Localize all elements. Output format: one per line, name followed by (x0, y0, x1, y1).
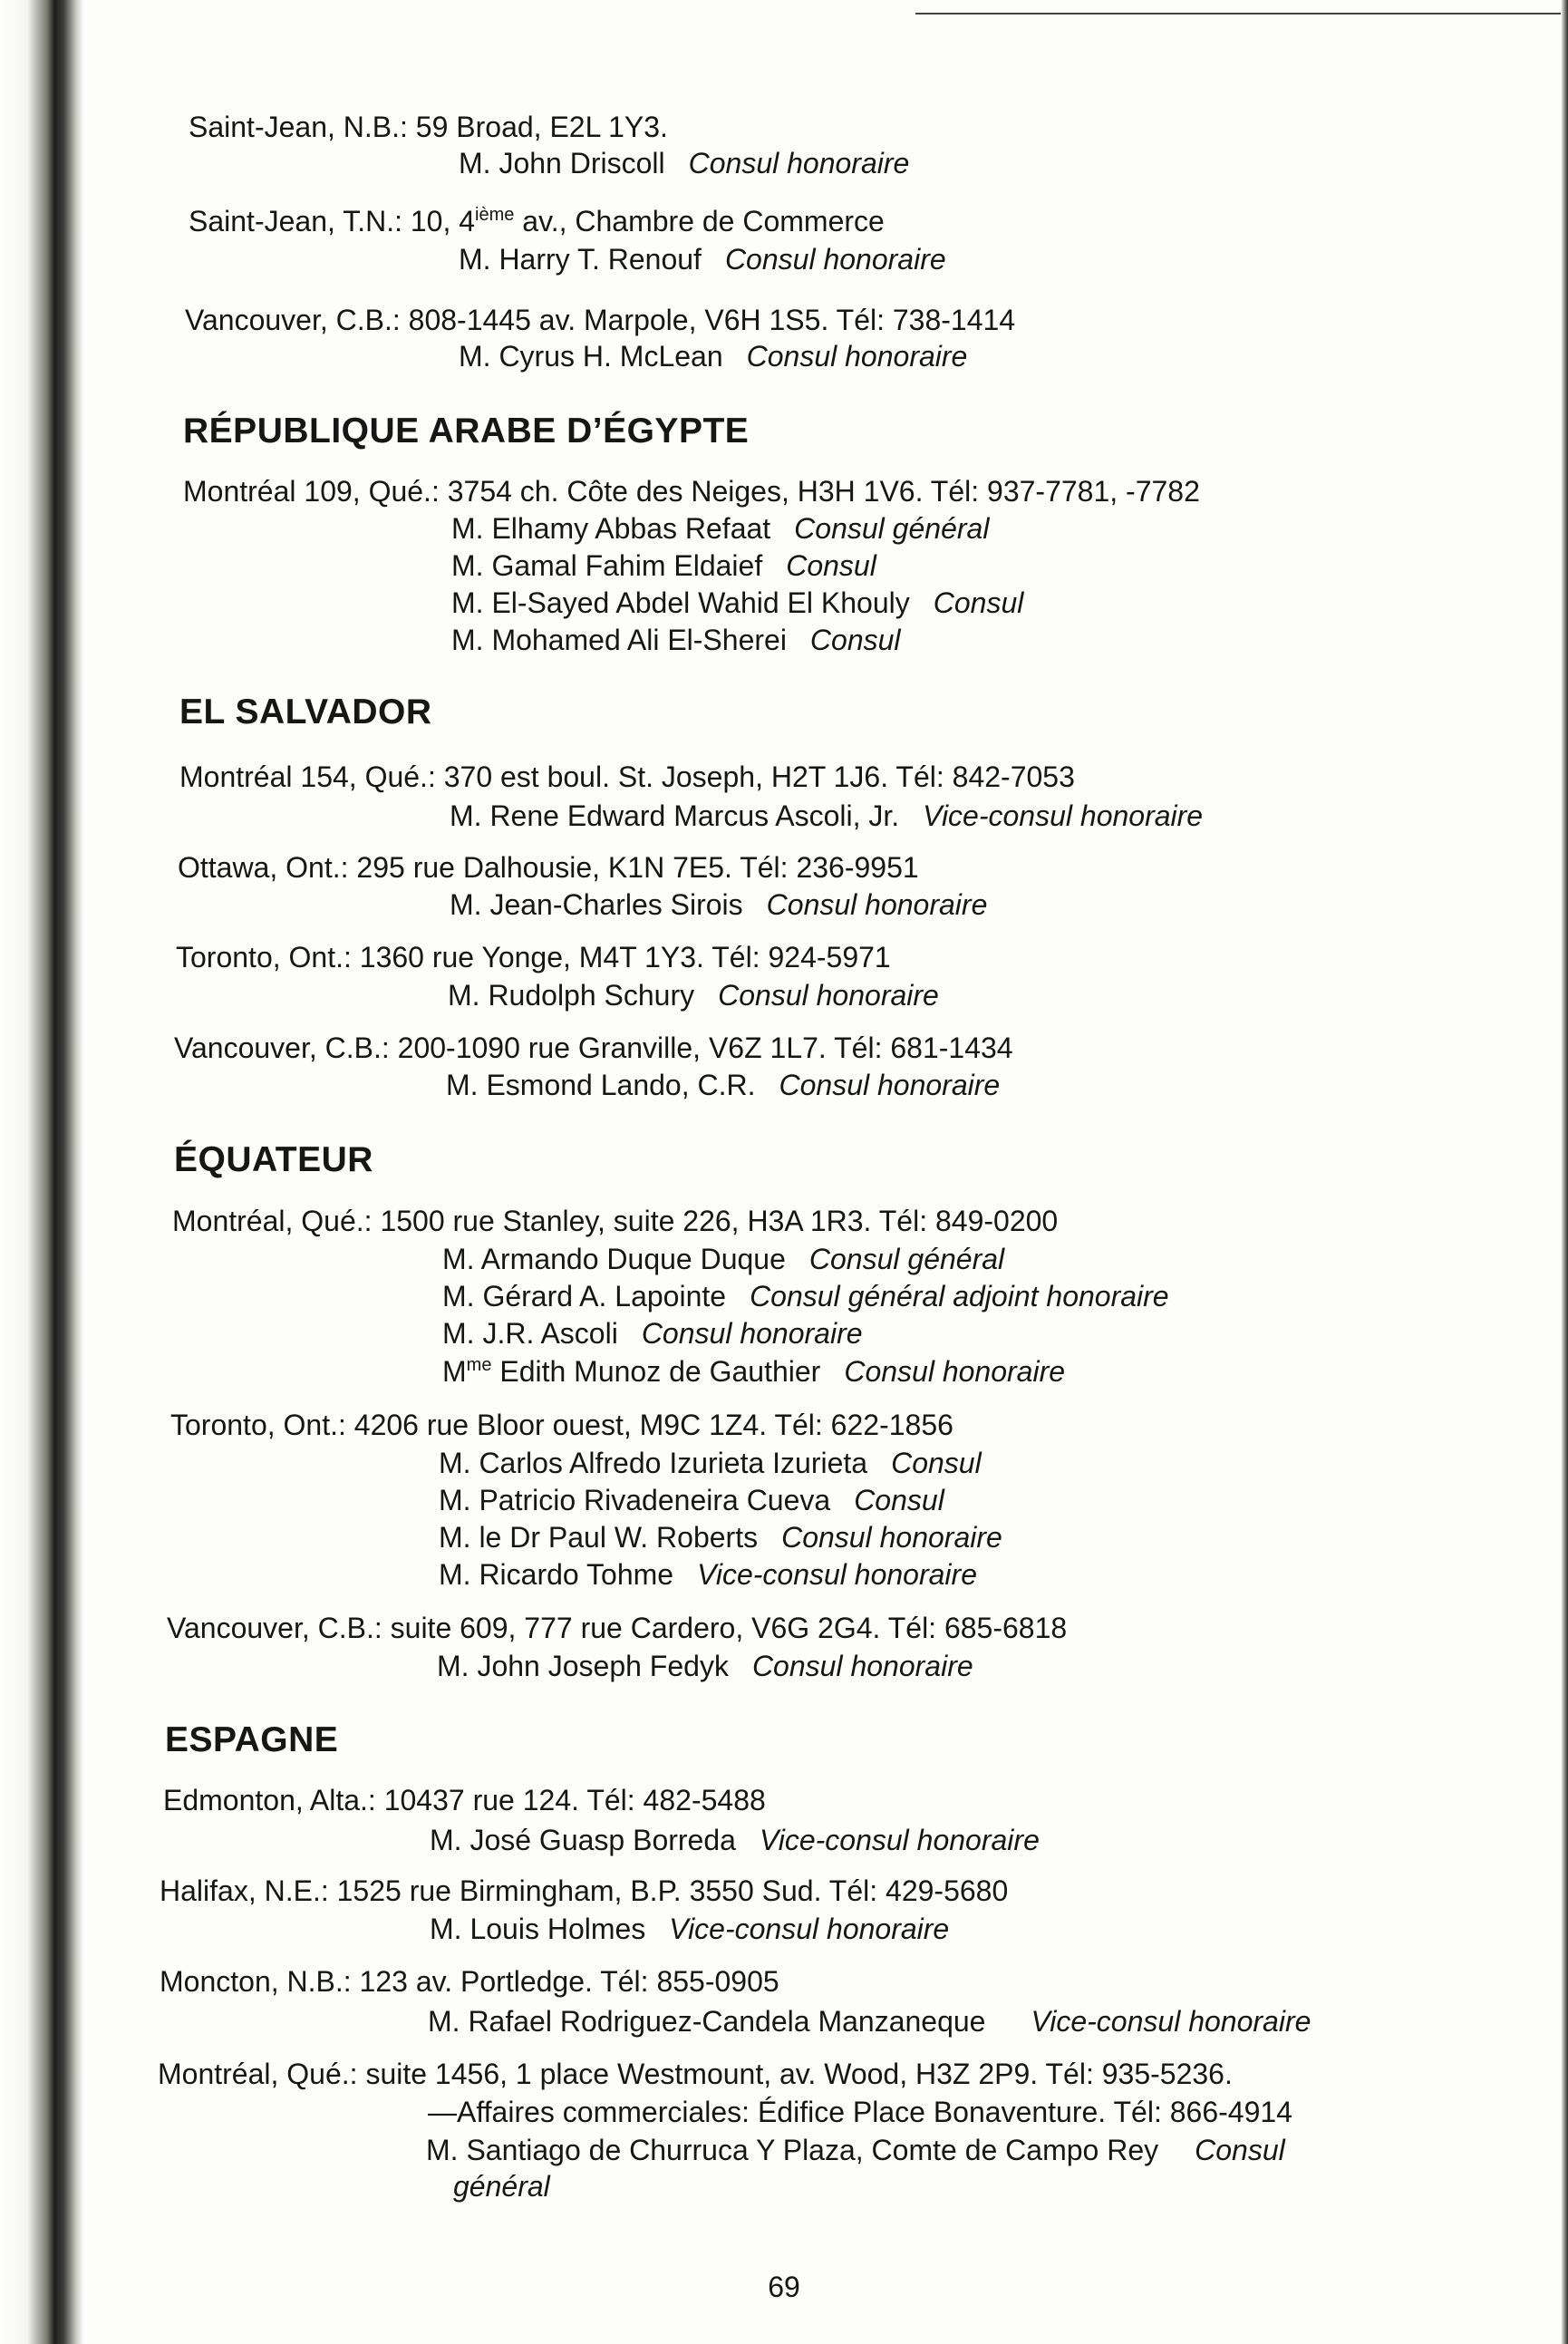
consul-line: M. John Driscoll Consul honoraire (459, 147, 910, 179)
consul-line: M. Carlos Alfredo Izurieta Izurieta Consul (439, 1447, 982, 1479)
section-heading: EL SALVADOR (179, 693, 432, 731)
section-heading: RÉPUBLIQUE ARABE D’ÉGYPTE (183, 412, 750, 450)
consul-line: M. Rudolph Schury Consul honoraire (448, 979, 939, 1012)
address-line: Halifax, N.E.: 1525 rue Birmingham, B.P. 3550 Sud. Tél: 429-5680 (160, 1874, 1009, 1907)
address-line: Vancouver, C.B.: 200-1090 rue Granville, V6Z 1L7. Tél: 681-1434 (174, 1032, 1013, 1064)
consul-line: M. Louis Holmes Vice-consul honoraire (430, 1913, 950, 1945)
address-line: Vancouver, C.B.: suite 609, 777 rue Cardero, V6G 2G4. Tél: 685-6818 (167, 1612, 1068, 1644)
consul-line: M. Elhamy Abbas Refaat Consul général (451, 512, 990, 545)
page-number: 69 (768, 2271, 800, 2303)
consul-line: M. Mohamed Ali El-Sherei Consul (451, 624, 901, 656)
section-heading: ÉQUATEUR (174, 1140, 373, 1179)
address-line: Montréal, Qué.: 1500 rue Stanley, suite 226, H3A 1R3. Tél: 849-0200 (172, 1205, 1059, 1237)
consul-line: M. José Guasp Borreda Vice-consul honoraire (430, 1824, 1040, 1856)
address-line: —Affaires commerciales: Édifice Place Bonaventure. Tél: 866-4914 (428, 2096, 1292, 2128)
address-line: Montréal, Qué.: suite 1456, 1 place Westmount, av. Wood, H3Z 2P9. Tél: 935-5236. (158, 2058, 1233, 2090)
consul-line: M. Patricio Rivadeneira Cueva Consul (439, 1484, 944, 1516)
consul-line: M. le Dr Paul W. Roberts Consul honoraire (439, 1521, 1002, 1554)
consul-line: M. J.R. Ascoli Consul honoraire (442, 1317, 863, 1350)
consul-line: M. Harry T. Renouf Consul honoraire (459, 243, 946, 276)
section-heading: ESPAGNE (165, 1720, 339, 1759)
consul-line: M. El-Sayed Abdel Wahid El Khouly Consul (451, 586, 1024, 619)
consul-line: M. Armando Duque Duque Consul général (442, 1243, 1005, 1275)
address-line: Saint-Jean, N.B.: 59 Broad, E2L 1Y3. (189, 111, 668, 143)
consul-line: M. John Joseph Fedyk Consul honoraire (437, 1650, 973, 1682)
consul-line: M. Ricardo Tohme Vice-consul honoraire (439, 1558, 977, 1591)
address-line: Edmonton, Alta.: 10437 rue 124. Tél: 482-5488 (163, 1784, 766, 1816)
address-line: Montréal 109, Qué.: 3754 ch. Côte des Neiges, H3H 1V6. Tél: 937-7781, -7782 (183, 475, 1200, 508)
consul-line: $M^{me}$ Edith Munoz de Gauthier Consul honoraire (442, 1355, 1066, 1388)
address-line: Moncton, N.B.: 123 av. Portledge. Tél: 855-0905 (160, 1965, 779, 1998)
address-line: Ottawa, Ont.: 295 rue Dalhousie, K1N 7E5. Tél: 236-9951 (178, 851, 919, 884)
address-line: Saint-Jean, T.N.: 10, 4ième av., Chambre de Commerce (189, 205, 885, 237)
address-line: Montréal 154, Qué.: 370 est boul. St. Joseph, H2T 1J6. Tél: 842-7053 (179, 760, 1075, 793)
consul-line: M. Gérard A. Lapointe Consul général adjoint honoraire (442, 1280, 1169, 1312)
consul-line-continuation: général (453, 2170, 550, 2203)
address-line: Vancouver, C.B.: 808-1445 av. Marpole, V6H 1S5. Tél: 738-1414 (185, 304, 1016, 336)
address-line: Toronto, Ont.: 4206 rue Bloor ouest, M9C 1Z4. Tél: 622-1856 (170, 1409, 953, 1441)
consul-line: M. Jean-Charles Sirois Consul honoraire (450, 888, 988, 921)
consul-line: M. Rafael Rodriguez-Candela Manzaneque Vice-consul honoraire (428, 2005, 1312, 2038)
consul-line: M. Cyrus H. McLean Consul honoraire (459, 340, 968, 373)
consul-line: M. Rene Edward Marcus Ascoli, Jr. Vice-consul honoraire (450, 799, 1204, 832)
consul-line: M. Gamal Fahim Eldaief Consul (451, 549, 876, 582)
consul-line: M. Esmond Lando, C.R. Consul honoraire (446, 1069, 1001, 1101)
consul-line: M. Santiago de Churruca Y Plaza, Comte de Campo Rey Consul (426, 2134, 1285, 2166)
address-line: Toronto, Ont.: 1360 rue Yonge, M4T 1Y3. Tél: 924-5971 (176, 941, 891, 973)
